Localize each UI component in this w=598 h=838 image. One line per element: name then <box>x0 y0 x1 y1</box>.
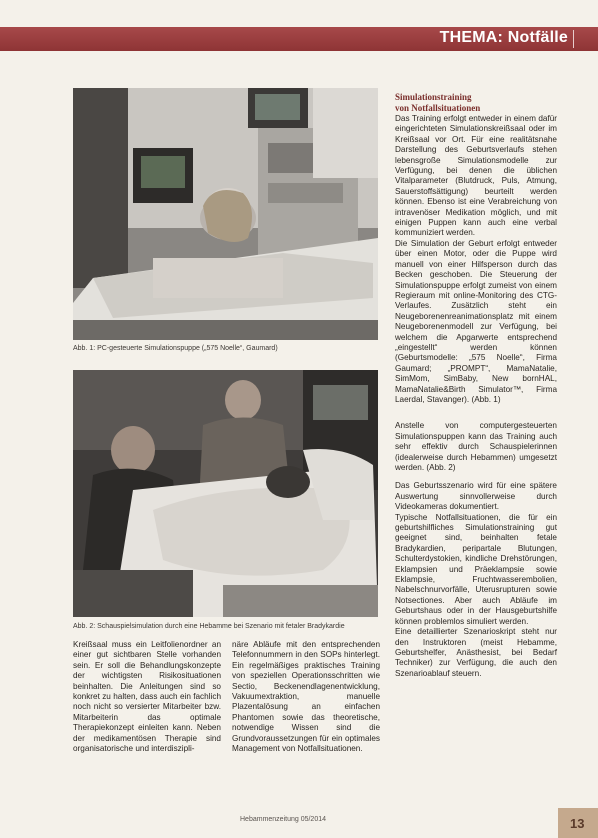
paragraph: Kreißsaal muss ein Leitfolienordner an einer gut sichtbaren Stelle vorhanden sein. Er soll die Behandlungskonzepte der wichtigsten Risikosituationen beinhalten. Die Anleitungen sind so konkret zu halten, dass auch ein fachlich noch nicht so versierter Mitarbeiter bzw. Mitarbeiterin das optimale Therapiekonzept einleiten kann. Neben der medikamentösen Therapie sind organisatorische und interdiszipli- <box>73 640 221 754</box>
paragraph: näre Abläufe mit den entsprechenden Telefonnummern in den SOPs hinterlegt. Ein regelmäßiges praktisches Training von speziellen Operationsschritten wie Sectio, Beckenendlagenentwicklung, Vakuumextraktion, manuelle Plazentalösung an einfachen Phantomen sowie das theoretische, notwendige Wissen sind die Grundvoraussetzungen für ein optimales Management von Notfallsituationen. <box>232 640 380 754</box>
page-number: 13 <box>570 816 585 831</box>
figure-1-photo <box>73 88 378 340</box>
header-separator <box>573 30 574 48</box>
section-title: THEMA: Notfälle <box>439 29 568 46</box>
page-number-box <box>558 808 598 838</box>
figure-2-caption: Abb. 2: Schauspielsimulation durch eine Hebamme bei Szenario mit fetaler Bradykardie <box>73 623 345 630</box>
paragraph: Das Training erfolgt entweder in einem dafür eingerichteten Simulationskreißsaal oder im Kreißsaal vor Ort. Für eine realitätsnahe Darstellung des Geburtsverlaufs stehen lebensgroße Simulationsmodelle zur Verfügung, bei denen die üblichen Vitalparameter (Blutdruck, Puls, Atmung, Sauerstoffsättigung) beurteilt werden können. Ebenso ist eine Verabreichung von intravenöser Medikation möglich, und mit einigen Puppen kann auch eine verbal kommuniziert werden. <box>395 114 557 238</box>
paragraph: Typische Notfallsituationen, die für ein geburtshilfliches Simulationstraining gut geeignet sind, beinhalten fetale Bradykardien, peripartale Blutungen, Schulterdystokien, kindliche Drehstörungen, Eklampsien und Präeklampsie sowie Eklampsie, Fruchtwasserembolien, Nabelschnurvorfälle, Uterusrupturen sowie Notsectiones. Aber auch Abläufe im Geburtshaus oder in der Hausgeburtshilfe können problemlos simuliert werden. <box>395 512 557 626</box>
section-header-bar <box>0 27 598 51</box>
section-heading-line-1: Simulationstraining <box>395 92 472 102</box>
journal-footer: Hebammenzeitung 05/2014 <box>240 816 327 823</box>
bottom-left-column <box>73 640 221 760</box>
paragraph: Eine detaillierter Szenarioskript steht nur den Instruktoren (meist Hebamme, Geburtshelfer, Anästhesist, bei Bedarf Techniker) zur Verfügung, die auch den Szenarioablauf steuern. <box>395 627 557 678</box>
paragraph: Anstelle von computergesteuerten Simulationspuppen kann das Training auch sehr effektiv durch Schauspielerinnen (idealerweise durch Hebammen) umgesetzt werden. (Abb. 2) <box>395 421 557 472</box>
right-column <box>395 92 557 679</box>
bottom-middle-column <box>232 640 380 760</box>
paragraph: Die Simulation der Geburt erfolgt entweder über einen Motor, oder die Puppe wird manuell von einer Hilfsperson durch das Becken geschoben. Die Steuerung der Simulationspuppe erfolgt zumeist von einem Regieraum mit online-Monitoring des CTG-Verlaufes. Zusätzlich steht ein Neugeborenenreanimationsplatz mit einem Neugeborenenmodell zur Verfügung, bei welchem die Apgarwerte entsprechend „eingestellt“ werden können (Geburtsmodelle: „575 Noelle“, Firma Gaumard; „PROMPT“, MamaNatalie, SimMom, SimBaby, New bornHAL, MamaNatalie&Birth Simulator™, Firma Laerdal, Stavanger). (Abb. 1) <box>395 238 557 404</box>
section-heading <box>395 92 557 113</box>
figure-2-photo <box>73 370 378 617</box>
section-heading-line-2: von Notfallsituationen <box>395 102 481 113</box>
paragraph: Das Geburtsszenario wird für eine spätere Auswertung sinnvollerweise durch Videokameras dokumentiert. <box>395 481 557 512</box>
figure-1-caption: Abb. 1: PC-gesteuerte Simulationspuppe („575 Noelle“, Gaumard) <box>73 345 278 352</box>
